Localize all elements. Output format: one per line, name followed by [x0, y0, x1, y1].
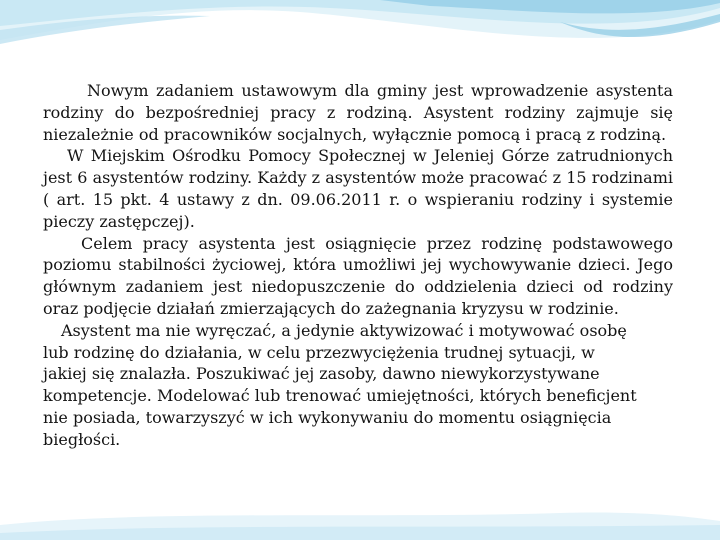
- paragraph-2: W Miejskim Ośrodku Pomocy Społecznej w Jeleniej Górze zatrudnionych jest 6 asystentów rodziny. Każdy z asystentów może pracować z 15 rodzinami ( art. 15 pkt. 4 ustawy z dn. 09.06.2011 r. o wspieraniu rodziny i systemie pieczy zastępczej).: [43, 146, 673, 231]
- text-body: [43, 80, 673, 451]
- paragraph-3: Celem pracy asystenta jest osiągnięcie przez rodzinę podstawowego poziomu stabilności życiowej, która umożliwi jej wychowywanie dzieci. Jego głównym zadaniem jest niedopuszczenie do oddzielenia dzieci od rodziny oraz podjęcie działań zmierzających do zażegnania kryzysu w rodzinie.: [43, 233, 673, 318]
- top-wave-decoration: [0, 0, 720, 90]
- paragraph-1: Nowym zadaniem ustawowym dla gminy jest wprowadzenie asystenta rodziny do bezpośredniej pracy z rodziną. Asystent rodziny zajmuje się niezależnie od pracowników socjalnych, wyłącznie pomocą i pracą z rodziną.: [43, 81, 673, 144]
- bottom-wave-decoration: [0, 495, 720, 540]
- paragraph-4: Asystent ma nie wyręczać, a jedynie aktywizować i motywować osobę lub rodzinę do działania, w celu przezwyciężenia trudnej sytuacji, w jakiej się znalazła. Poszukiwać jej zasoby, dawno niewykorzystywane kompetencje. Modelować lub trenować umiejętności, których beneficjent nie posiada, towarzyszyć w ich wykonywaniu do momentu osiągnięcia biegłości.: [43, 320, 637, 449]
